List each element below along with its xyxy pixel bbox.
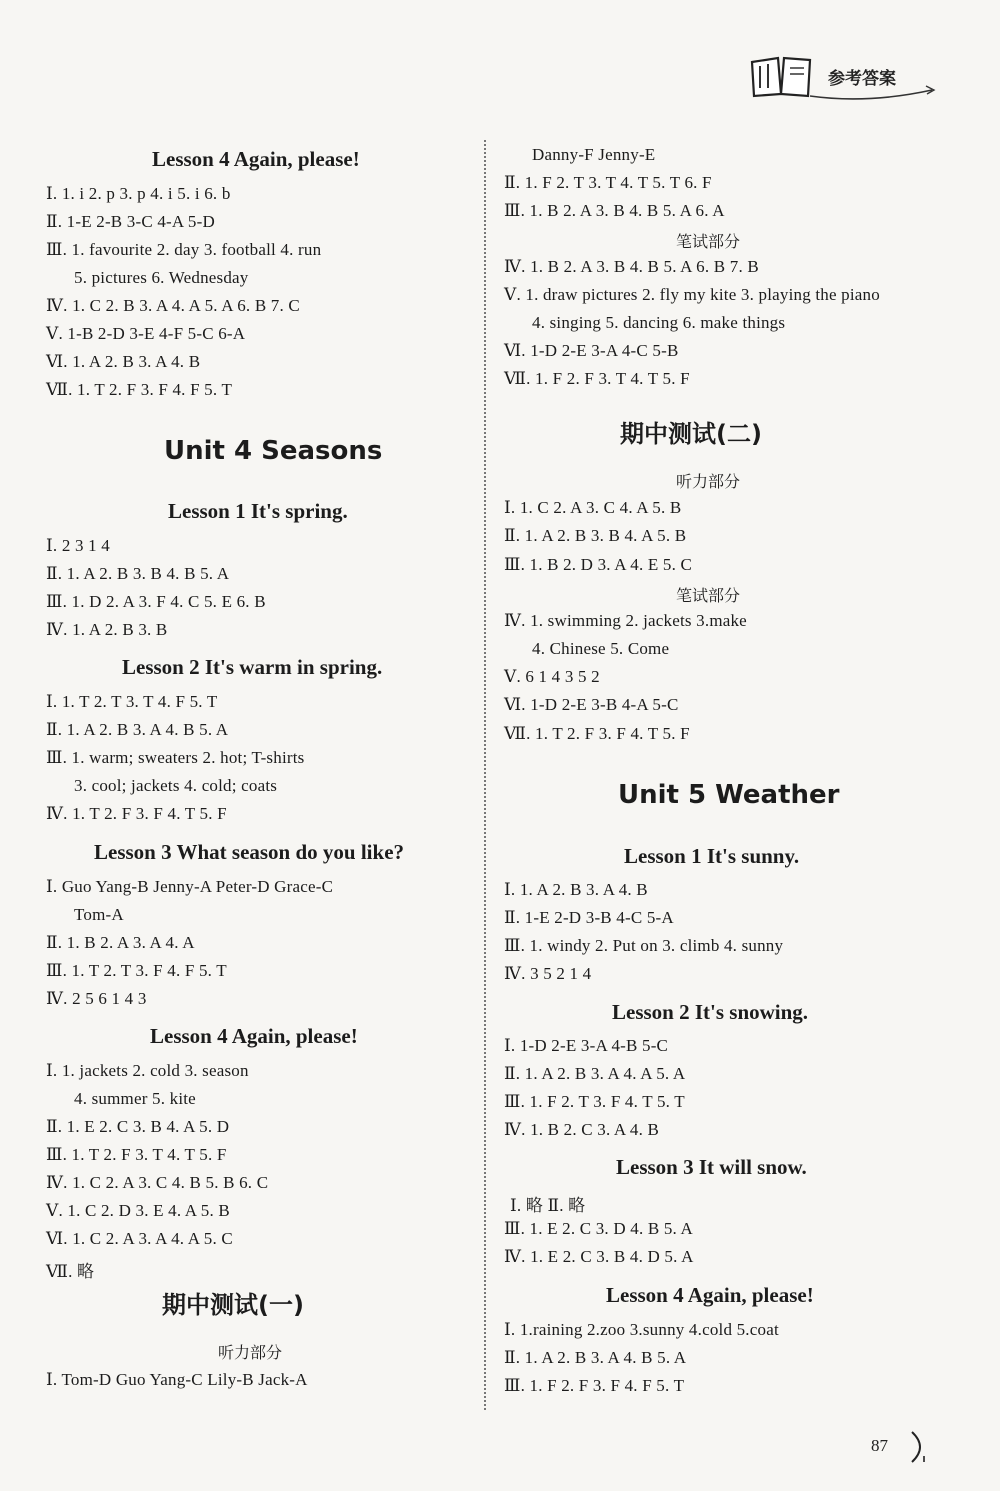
answer-line: Ⅰ. Tom-D Guo Yang-C Lily-B Jack-A bbox=[46, 1370, 308, 1389]
lesson-heading: Lesson 4 Again, please! bbox=[152, 147, 360, 171]
answer-line: Ⅶ. 1. F 2. F 3. T 4. T 5. F bbox=[504, 369, 690, 388]
answer-line: Ⅱ. 1. E 2. C 3. B 4. A 5. D bbox=[46, 1117, 230, 1136]
answer-line: Ⅲ. 1. E 2. C 3. D 4. B 5. A bbox=[504, 1219, 693, 1238]
answer-line: Ⅴ. 1. C 2. D 3. E 4. A 5. B bbox=[46, 1201, 230, 1220]
answer-line: Ⅶ. 略 bbox=[46, 1262, 95, 1281]
answer-line: Ⅳ. 1. C 2. A 3. C 4. B 5. B 6. C bbox=[46, 1173, 269, 1192]
answer-line: Ⅱ. 1-E 2-B 3-C 4-A 5-D bbox=[46, 212, 215, 231]
answer-line: Ⅱ. 1. B 2. A 3. A 4. A bbox=[46, 933, 195, 952]
answer-line: Ⅳ. 1. B 2. A 3. B 4. B 5. A 6. B 7. B bbox=[504, 257, 759, 276]
answer-line: 4. summer 5. kite bbox=[74, 1089, 196, 1108]
answer-line: Ⅵ. 1-D 2-E 3-A 4-C 5-B bbox=[504, 341, 679, 360]
answer-line: Ⅳ. 1. B 2. C 3. A 4. B bbox=[504, 1120, 660, 1139]
section-label: 听力部分 bbox=[218, 1343, 283, 1362]
answer-line: Ⅳ. 1. swimming 2. jackets 3.make bbox=[504, 611, 747, 630]
answer-line: Ⅰ. 1. T 2. T 3. T 4. F 5. T bbox=[46, 692, 218, 711]
section-label: 笔试部分 bbox=[676, 232, 741, 251]
lesson-heading: Lesson 4 Again, please! bbox=[150, 1024, 358, 1048]
answer-line: Ⅴ. 1-B 2-D 3-E 4-F 5-C 6-A bbox=[46, 324, 246, 343]
unit-heading: Unit 5 Weather bbox=[618, 780, 840, 810]
lesson-heading: Lesson 4 Again, please! bbox=[606, 1283, 814, 1307]
answer-line: Ⅰ. 1. jackets 2. cold 3. season bbox=[46, 1061, 249, 1080]
open-book-icon bbox=[748, 54, 814, 100]
answer-line: 4. Chinese 5. Come bbox=[532, 639, 670, 658]
answer-line: 4. singing 5. dancing 6. make things bbox=[532, 313, 786, 332]
answer-line: Ⅲ. 1. B 2. A 3. B 4. B 5. A 6. A bbox=[504, 201, 725, 220]
test-heading: 期中测试(二) bbox=[620, 420, 762, 448]
answer-line: Ⅶ. 1. T 2. F 3. F 4. T 5. F bbox=[504, 724, 690, 743]
answer-line: Ⅱ. 1. A 2. B 3. A 4. A 5. A bbox=[504, 1064, 686, 1083]
answer-line: Ⅵ. 1. A 2. B 3. A 4. B bbox=[46, 352, 201, 371]
header-logo bbox=[748, 52, 938, 102]
answer-line: Tom-A bbox=[74, 905, 124, 924]
decorative-swoosh bbox=[808, 82, 938, 102]
lesson-heading: Lesson 3 It will snow. bbox=[616, 1155, 807, 1179]
answer-line: Ⅲ. 1. F 2. T 3. F 4. T 5. T bbox=[504, 1092, 685, 1111]
answer-line: Ⅲ. 1. favourite 2. day 3. football 4. run bbox=[46, 240, 322, 259]
answer-line: 3. cool; jackets 4. cold; coats bbox=[74, 776, 278, 795]
answer-line: Ⅳ. 1. T 2. F 3. F 4. T 5. F bbox=[46, 804, 227, 823]
header-title: 参考答案 bbox=[828, 69, 896, 89]
page-number: 87 bbox=[871, 1436, 888, 1455]
answer-line: Ⅲ. 1. T 2. F 3. T 4. T 5. F bbox=[46, 1145, 227, 1164]
lesson-heading: Lesson 2 It's snowing. bbox=[612, 1000, 809, 1024]
section-label: 听力部分 bbox=[676, 472, 741, 491]
answer-line: Ⅲ. 1. T 2. T 3. F 4. F 5. T bbox=[46, 961, 227, 980]
answer-line: Ⅱ. 1. F 2. T 3. T 4. T 5. T 6. F bbox=[504, 173, 712, 192]
answer-line: 5. pictures 6. Wednesday bbox=[74, 268, 249, 287]
answer-line: Ⅱ. 1. A 2. B 3. A 4. B 5. A bbox=[46, 720, 229, 739]
answer-line: Ⅰ. 略 Ⅱ. 略 bbox=[510, 1196, 586, 1215]
page-number-bracket bbox=[906, 1430, 936, 1464]
answer-line: Ⅲ. 1. warm; sweaters 2. hot; T-shirts bbox=[46, 748, 305, 767]
lesson-heading: Lesson 1 It's sunny. bbox=[624, 844, 800, 868]
answer-line: Ⅰ. 1. i 2. p 3. p 4. i 5. i 6. b bbox=[46, 184, 231, 203]
answer-line: Ⅱ. 1-E 2-D 3-B 4-C 5-A bbox=[504, 908, 674, 927]
answer-line: Ⅲ. 1. F 2. F 3. F 4. F 5. T bbox=[504, 1376, 685, 1395]
lesson-heading: Lesson 3 What season do you like? bbox=[94, 840, 405, 864]
answer-line: Danny-F Jenny-E bbox=[532, 145, 656, 164]
unit-heading: Unit 4 Seasons bbox=[164, 436, 383, 466]
answer-line: Ⅳ. 2 5 6 1 4 3 bbox=[46, 989, 147, 1008]
answer-line: Ⅱ. 1. A 2. B 3. B 4. B 5. A bbox=[46, 564, 230, 583]
answer-line: Ⅰ. 2 3 1 4 bbox=[46, 536, 110, 555]
answer-line: Ⅰ. 1.raining 2.zoo 3.sunny 4.cold 5.coat bbox=[504, 1320, 779, 1339]
answer-line: Ⅱ. 1. A 2. B 3. A 4. B 5. A bbox=[504, 1348, 687, 1367]
answer-line: Ⅲ. 1. windy 2. Put on 3. climb 4. sunny bbox=[504, 936, 784, 955]
answer-line: Ⅴ. 6 1 4 3 5 2 bbox=[504, 667, 600, 686]
lesson-heading: Lesson 2 It's warm in spring. bbox=[122, 655, 383, 679]
answer-line: Ⅳ. 3 5 2 1 4 bbox=[504, 964, 592, 983]
answer-line: Ⅵ. 1. C 2. A 3. A 4. A 5. C bbox=[46, 1229, 233, 1248]
answer-line: Ⅲ. 1. D 2. A 3. F 4. C 5. E 6. B bbox=[46, 592, 266, 611]
answer-line: Ⅱ. 1. A 2. B 3. B 4. A 5. B bbox=[504, 526, 687, 545]
lesson-heading: Lesson 1 It's spring. bbox=[168, 499, 348, 523]
answer-line: Ⅳ. 1. A 2. B 3. B bbox=[46, 620, 168, 639]
answer-line: Ⅳ. 1. E 2. C 3. B 4. D 5. A bbox=[504, 1247, 694, 1266]
answer-line: Ⅵ. 1-D 2-E 3-B 4-A 5-C bbox=[504, 695, 679, 714]
answer-line: Ⅰ. Guo Yang-B Jenny-A Peter-D Grace-C bbox=[46, 877, 334, 896]
answer-line: Ⅰ. 1. C 2. A 3. C 4. A 5. B bbox=[504, 498, 682, 517]
section-label: 笔试部分 bbox=[676, 586, 741, 605]
answer-line: Ⅳ. 1. C 2. B 3. A 4. A 5. A 6. B 7. C bbox=[46, 296, 300, 315]
test-heading: 期中测试(一) bbox=[162, 1291, 304, 1319]
answer-line: Ⅲ. 1. B 2. D 3. A 4. E 5. C bbox=[504, 555, 693, 574]
column-divider bbox=[484, 140, 486, 1410]
answer-line: Ⅴ. 1. draw pictures 2. fly my kite 3. playing the piano bbox=[504, 285, 880, 304]
answer-line: Ⅶ. 1. T 2. F 3. F 4. F 5. T bbox=[46, 380, 233, 399]
answer-line: Ⅰ. 1-D 2-E 3-A 4-B 5-C bbox=[504, 1036, 669, 1055]
answer-line: Ⅰ. 1. A 2. B 3. A 4. B bbox=[504, 880, 648, 899]
